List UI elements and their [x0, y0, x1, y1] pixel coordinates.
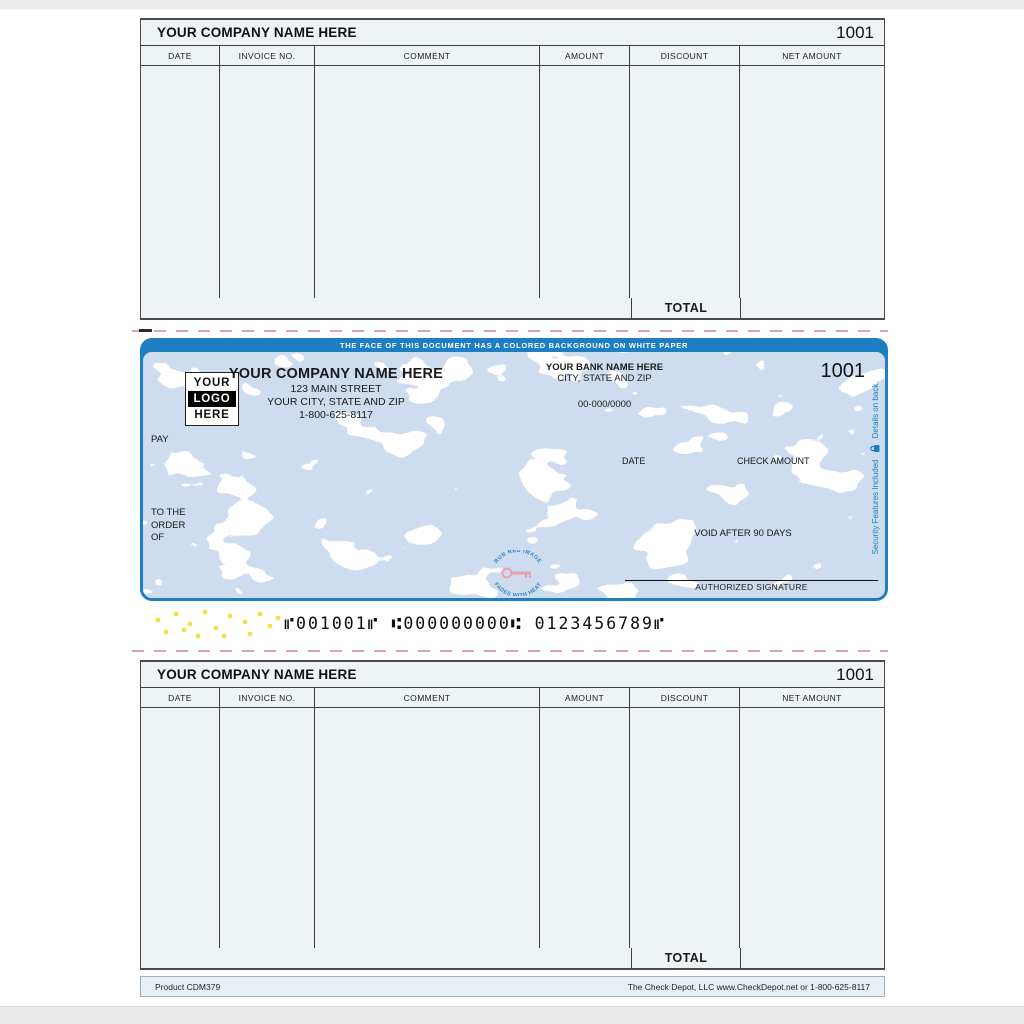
date-label: DATE: [622, 456, 646, 466]
column-header-invoice-no: INVOICE NO.: [220, 46, 315, 66]
bank-block: [522, 362, 687, 410]
remittance-stub-top: [140, 18, 885, 320]
heat-seal-top-text: RUB RED IMAGE: [493, 550, 543, 565]
stub-body-cell: [220, 66, 315, 298]
key-icon: [503, 569, 532, 579]
stub-body-cell: [315, 66, 540, 298]
stub-body-cell: [740, 708, 884, 948]
product-footer: [140, 976, 885, 997]
column-header-discount: DISCOUNT: [630, 46, 740, 66]
perforation-line-bottom: [132, 650, 888, 652]
perforation-tick: [139, 329, 152, 332]
perforation-line-top: [132, 330, 888, 332]
stub-total-spacer: [141, 298, 631, 318]
stub-company-name: YOUR COMPANY NAME HERE: [157, 667, 357, 682]
stub-total-label: TOTAL: [631, 298, 741, 318]
stub-check-number: 1001: [836, 22, 874, 42]
remittance-stub-bottom: [140, 660, 885, 970]
column-header-comment: COMMENT: [315, 46, 540, 66]
stub-body-cell: [740, 66, 884, 298]
check-body: [143, 352, 885, 598]
stub-header: [141, 662, 884, 688]
stub-body-cell: [540, 708, 630, 948]
stub-check-number: 1001: [836, 664, 874, 684]
logo-line-1: YOUR: [193, 377, 231, 389]
details-on-back-text: Details on back.: [870, 381, 880, 439]
column-header-discount: DISCOUNT: [630, 688, 740, 708]
void-after-90-days-label: VOID AFTER 90 DAYS: [694, 528, 792, 539]
micr-band: [140, 601, 888, 648]
logo-line-2: LOGO: [188, 391, 236, 407]
stub-body-cell: [540, 66, 630, 298]
svg-text:FADES WITH HEAT: [493, 582, 544, 596]
authorized-signature-label: AUTHORIZED SIGNATURE: [695, 582, 808, 592]
payer-street: 123 MAIN STREET: [290, 383, 382, 395]
vendor-info: The Check Depot, LLC www.CheckDepot.net or 1-800-625-8117: [627, 981, 870, 992]
bank-city: CITY, STATE AND ZIP: [557, 373, 652, 384]
stub-body-cell: [630, 708, 740, 948]
product-code: Product CDM379: [155, 981, 221, 992]
stub-table: [140, 18, 885, 320]
stub-body-cell: [141, 708, 220, 948]
stub-header: [141, 20, 884, 46]
stub-body-rows: [141, 66, 884, 298]
heat-sensitive-key-icon: [483, 550, 553, 598]
column-header-amount: AMOUNT: [540, 46, 630, 66]
payer-phone: 1-800-625-8117: [299, 409, 373, 421]
stub-body-cell: [315, 708, 540, 948]
column-header-date: DATE: [141, 46, 220, 66]
check-banner-text: THE FACE OF THIS DOCUMENT HAS A COLORED BACKGROUND ON WHITE PAPER: [339, 340, 689, 350]
stub-body-cell: [141, 66, 220, 298]
to-the-order-of-label: [151, 507, 186, 545]
stub-total-spacer: [141, 948, 631, 968]
stub-body-rows: [141, 708, 884, 948]
check: [140, 338, 888, 601]
logo-line-3: HERE: [194, 409, 230, 421]
stub-total-row: [141, 298, 884, 318]
order-label: ORDER: [151, 519, 186, 531]
payer-city: YOUR CITY, STATE AND ZIP: [267, 396, 405, 408]
svg-text:RUB RED IMAGE: [494, 550, 543, 565]
column-header-amount: AMOUNT: [540, 688, 630, 708]
lock-icon: [870, 444, 880, 453]
column-header-net-amount: NET AMOUNT: [740, 688, 884, 708]
stub-total-label: TOTAL: [631, 948, 741, 968]
signature-area: [625, 580, 878, 592]
payer-company-name: YOUR COMPANY NAME HERE: [228, 366, 444, 382]
column-header-net-amount: NET AMOUNT: [740, 46, 884, 66]
routing-fraction: 00-000/0000: [577, 399, 632, 410]
stub-total-amount-cell: [741, 298, 884, 318]
of-label: OF: [151, 532, 165, 543]
stub-column-headers: [141, 46, 884, 66]
check-amount-label: CHECK AMOUNT: [737, 456, 810, 466]
stub-company-name: YOUR COMPANY NAME HERE: [157, 25, 357, 40]
sheet-top-edge: [0, 0, 1024, 10]
heat-seal-bottom-text: FADES WITH HEAT: [492, 581, 544, 596]
signature-line: [625, 580, 878, 581]
stub-total-amount-cell: [741, 948, 884, 968]
micr-line: ⑈001001⑈ ⑆000000000⑆ 0123456789⑈: [284, 614, 666, 633]
bank-name: YOUR BANK NAME HERE: [545, 362, 664, 373]
stub-body-cell: [630, 66, 740, 298]
security-features-vertical-strip: [869, 353, 881, 583]
security-features-text: Security Features Included: [870, 459, 880, 555]
stub-table: [140, 660, 885, 970]
column-header-invoice-no: INVOICE NO.: [220, 688, 315, 708]
payer-company-block: [221, 366, 451, 421]
stub-total-row: [141, 948, 884, 968]
column-header-date: DATE: [141, 688, 220, 708]
pay-label: PAY: [151, 434, 169, 445]
to-the-label: TO THE: [151, 507, 186, 518]
stub-column-headers: [141, 688, 884, 708]
check-number: 1001: [820, 360, 865, 382]
column-header-comment: COMMENT: [315, 688, 540, 708]
security-dots-pattern: [150, 606, 290, 642]
stub-body-cell: [220, 708, 315, 948]
sheet-bottom-edge: [0, 1006, 1024, 1024]
